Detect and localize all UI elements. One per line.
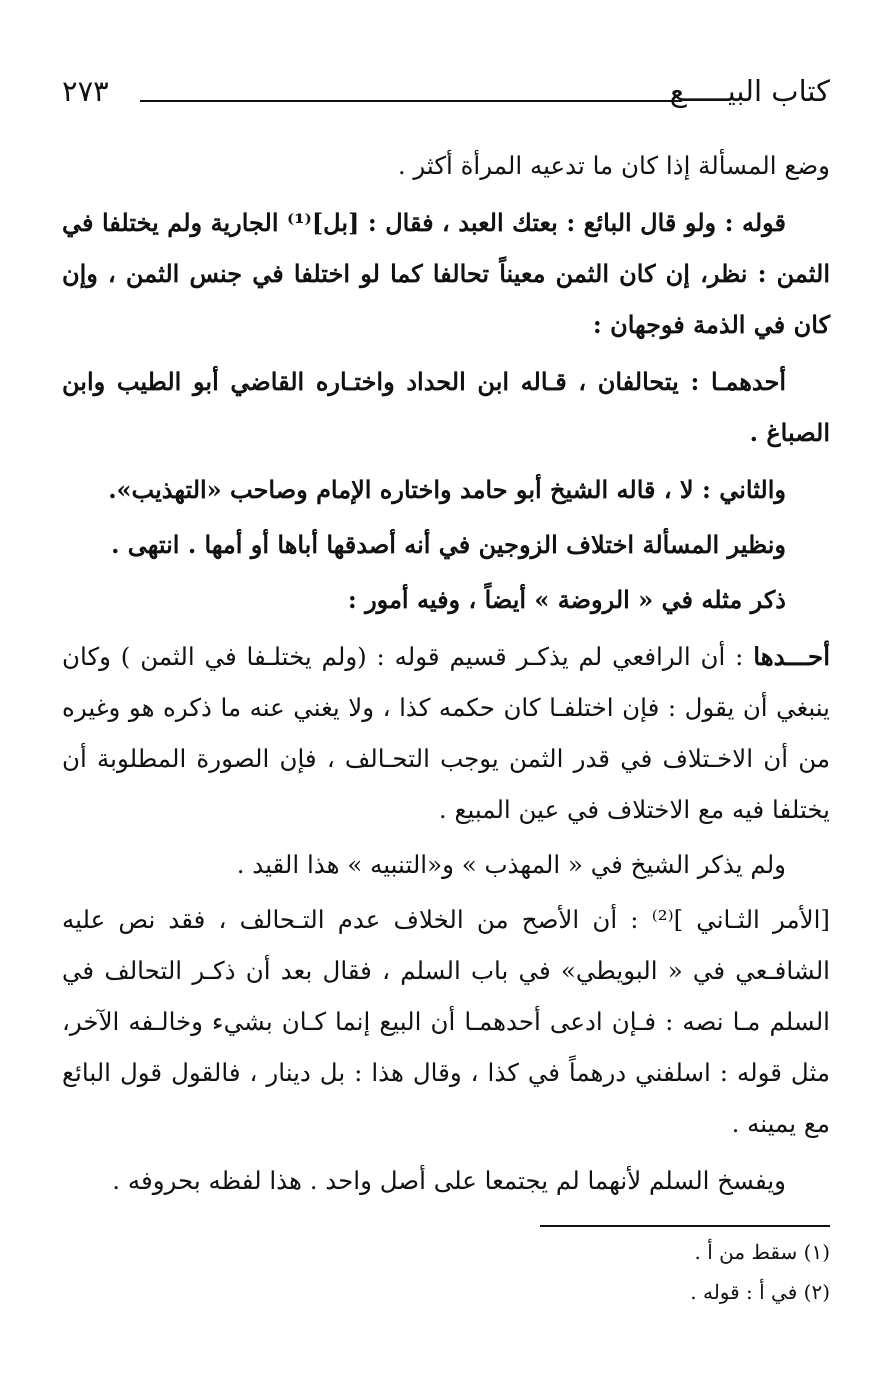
paragraph-7-lead: أحـــدها xyxy=(753,642,830,671)
paragraph-7 xyxy=(62,631,830,835)
page-number: ٢٧٣ xyxy=(62,74,109,108)
paragraph-10: ويفسخ السلم لأنهما لم يجتمعا على أصل واحد . هذا لفظه بحروفه . xyxy=(112,1166,786,1195)
paragraph-4: والثاني : لا ، قاله الشيخ أبو حامد واختاره الإمام وصاحب «التهذيب». xyxy=(108,475,786,504)
paragraph-6: ذكر مثله في « الروضة » أيضاً ، وفيه أمور : xyxy=(347,585,786,614)
footnote-1: (١) سقط من أ . xyxy=(694,1240,830,1264)
footnote-2: (٢) في أ : قوله . xyxy=(690,1280,830,1304)
paragraph-1: وضع المسألة إذا كان ما تدعيه المرأة أكثر . xyxy=(397,151,830,180)
footnotes xyxy=(62,1232,830,1312)
footnote-rule xyxy=(540,1225,830,1227)
paragraph-5: ونظير المسألة اختلاف الزوجين في أنه أصدقها أباها أو أمها . انتهى . xyxy=(111,530,786,559)
book-page xyxy=(62,70,830,1370)
page-body xyxy=(62,140,830,1210)
running-title: كتاب البيـــــع xyxy=(669,74,830,108)
paragraph-9: [الأمر الثـاني ]⁽²⁾ : أن الأصح من الخلاف عدم التـحالف ، فقد نص عليه الشافـعي في « البويطي» في باب السلم ، فقال بعد أن ذكـر التحالف في السلم مـا نصه : فـإن ادعى أحدهمـا أن البيع إنما كـان بشيء وخالـفه الآخر، مثل قوله : اسلفني درهماً في كذا ، وقال هذا : بل دينار ، فالقول قول البائع مع يمينه . xyxy=(62,905,830,1138)
paragraph-8: ولم يذكر الشيخ في « المهذب » و«التنبيه » هذا القيد . xyxy=(236,850,786,879)
header-rule xyxy=(140,100,682,102)
paragraph-7-text: : أن الرافعي لم يذكـر قسيم قوله : (ولم يختلـفا في الثمن ) وكان ينبغي أن يقول : فإن اختلفـا كان حكمه كذا ، ولا يغني عنه ما ذكره هو وغيره من أن الاخـتلاف في قدر الثمن يوجب التحـالف ، فإن الصورة المطلوبة أن يختلفا فيه مع الاختلاف في عين المبيع . xyxy=(62,642,830,824)
page-header xyxy=(62,74,830,118)
paragraph-3: أحدهمـا : يتحالفان ، قـاله ابن الحداد واختـاره القاضي أبو الطيب وابن الصباغ . xyxy=(62,367,830,447)
paragraph-2: قوله : ولو قال البائع : بعتك العبد ، فقال : [بل]⁽¹⁾ الجارية ولم يختلفا في الثمن : نظر، إن كان الثمن معيناً تحالفا كما لو اختلفا في جنس الثمن ، وإن كان في الذمة فوجهان : xyxy=(62,208,830,339)
